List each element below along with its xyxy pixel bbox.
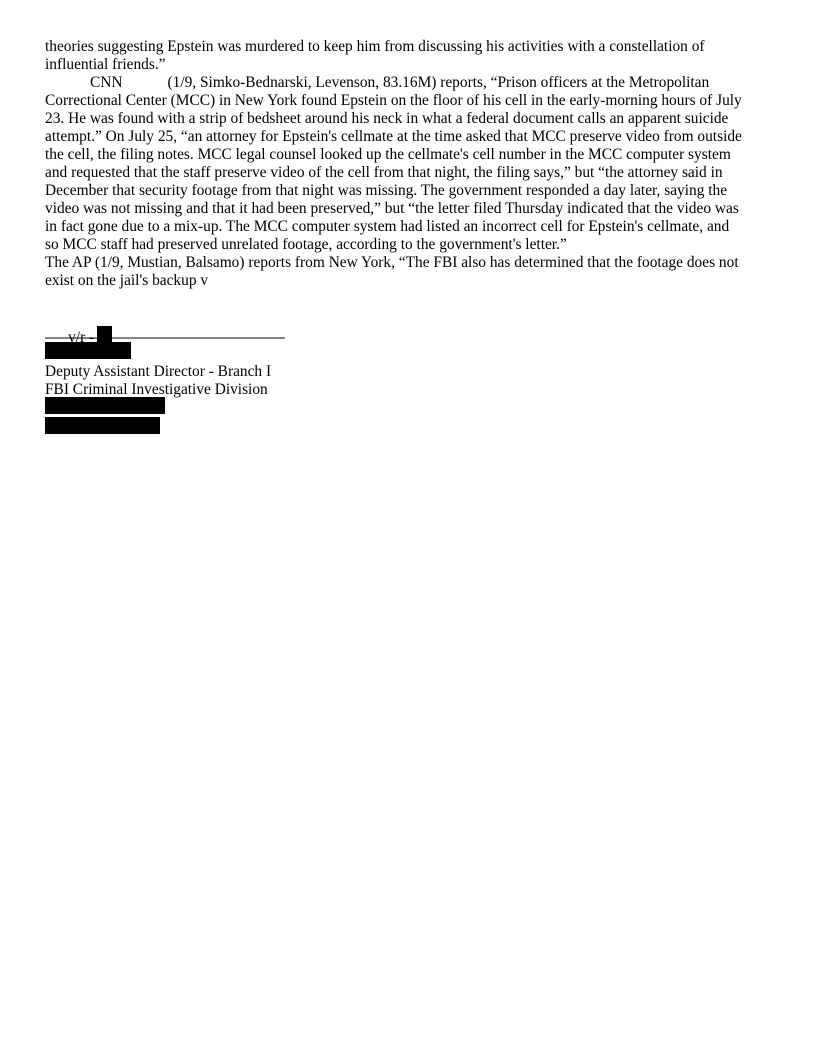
signature-title: Deputy Assistant Director - Branch I: [45, 363, 272, 380]
text-line: attempt.” On July 25, “an attorney for Epstein's cellmate at the time asked that MCC preserve video from outside: [45, 128, 742, 145]
text-line: video was not missing and that it had been preserved,” but “the letter filed Thursday indicated that the video was: [45, 200, 739, 217]
text-line: and requested that the staff preserve video of the cell from that night, the filing says,” but “the attorney said in: [45, 164, 723, 181]
closing-line: [45, 308, 773, 346]
text-line: CNN (1/9, Simko-Bednarski, Levenson, 83.16M) reports, “Prison officers at the Metropolitan: [90, 74, 710, 91]
email-body-text: [45, 38, 773, 290]
redaction-contact-line-1: [45, 397, 165, 414]
text-line: December that security footage from that night was missing. The government responded a day later, saying the: [45, 182, 728, 199]
signature-block: [45, 337, 773, 434]
closing-text: v/r -: [68, 329, 95, 346]
email-body: [45, 38, 773, 434]
text-line: in fact gone due to a mix-up. The MCC computer system had listed an incorrect cell for Epstein's cellmate, and: [45, 218, 730, 235]
text-line: exist on the jail's backup v: [45, 272, 209, 289]
text-line: Correctional Center (MCC) in New York found Epstein on the floor of his cell in the early-morning hours of July: [45, 92, 742, 109]
signature-division: FBI Criminal Investigative Division: [45, 381, 268, 398]
text-line: 23. He was found with a strip of bedsheet around his neck in what a federal document calls an apparent suicide: [45, 110, 729, 127]
text-line: theories suggesting Epstein was murdered to keep him from discussing his activities with a constellation of: [45, 38, 705, 55]
text-line: The AP (1/9, Mustian, Balsamo) reports from New York, “The FBI also has determined that the footage does not: [45, 254, 739, 271]
text-line: influential friends.”: [45, 56, 166, 73]
text-line: the cell, the filing notes. MCC legal counsel looked up the cellmate's cell number in the MCC computer system: [45, 146, 731, 163]
text-line: so MCC staff had preserved unrelated footage, according to the government's letter.”: [45, 236, 567, 253]
redaction-contact-line-2: [45, 417, 160, 434]
redaction-closing-inline: [97, 326, 112, 342]
